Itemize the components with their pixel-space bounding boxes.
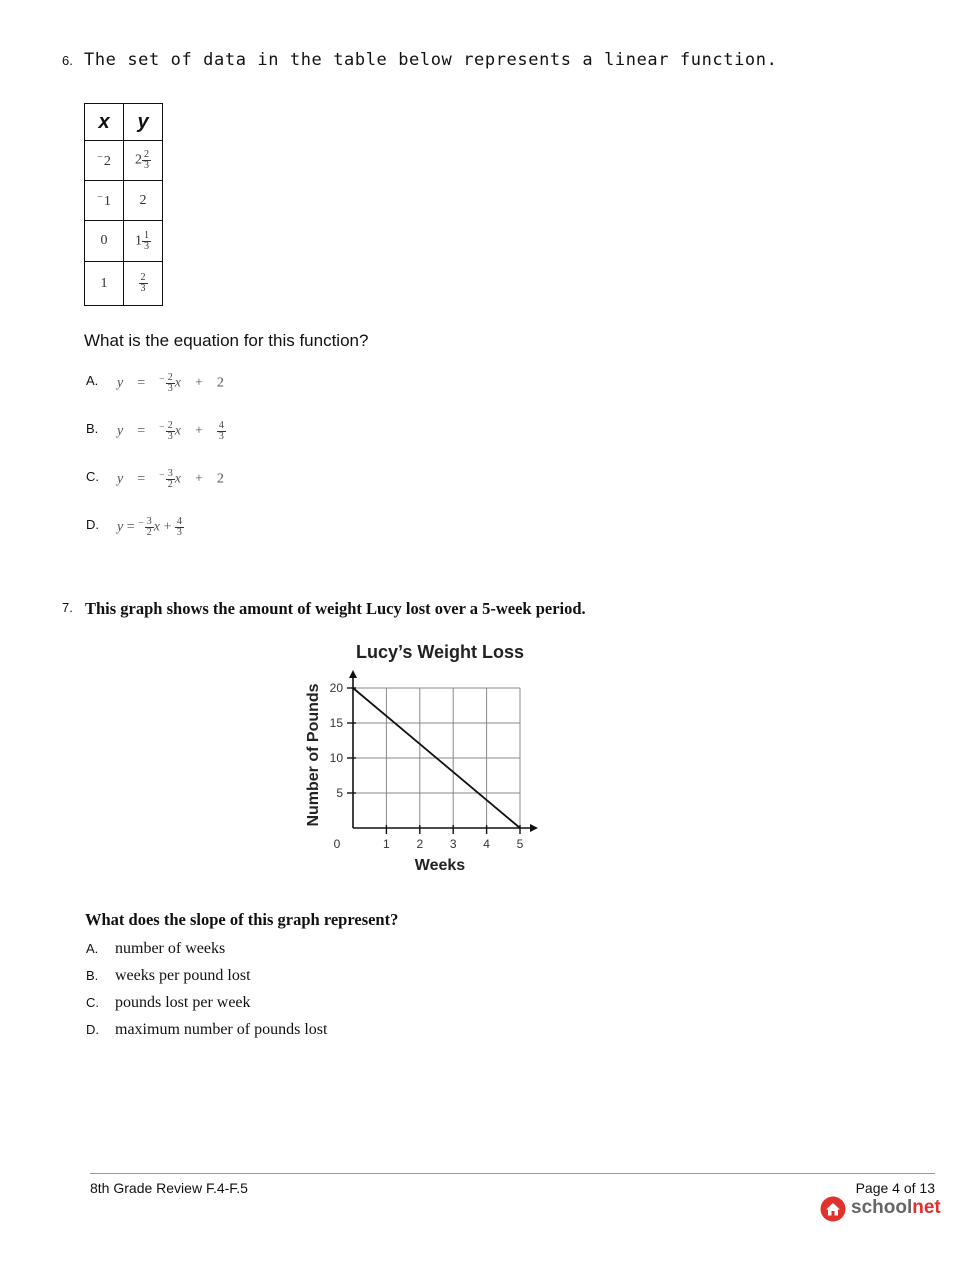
answer-d-letter[interactable]: D. [86,1022,99,1037]
table-row [85,262,163,306]
question-7-prompt: This graph shows the amount of weight Lucy lost over a 5-week period. [85,599,586,618]
table-cell-y: 1 $\frac{1}{3}$ [124,221,163,262]
x-axis-arrow [530,824,538,832]
chart-x-label: Weeks [414,857,466,874]
page-indicator: Page 4 of 13 [855,1180,935,1196]
table-cell-x: −1 [85,181,124,221]
answer-a-letter[interactable]: A. [86,941,99,956]
question-7-question: What does the slope of this graph represent? [85,910,399,929]
chart-y-label: Number of Pounds [305,683,322,827]
answer-c-text[interactable]: pounds lost per week [115,994,251,1011]
answer-a-text[interactable]: number of weeks [115,940,226,957]
x-tick-label: 0 [333,837,341,851]
x-tick-label: 1 [383,837,390,851]
logo-text-net: net [912,1197,941,1218]
table-cell-x: −2 [85,141,124,181]
table-row [85,221,163,262]
option-c-equation[interactable]: y = − $\frac{3}{2}$ x + 2 [117,468,224,490]
footer-divider [90,1173,935,1174]
answer-d-text[interactable]: maximum number of pounds lost [115,1021,328,1038]
table-row [85,181,163,221]
schoolnet-logo [820,1196,941,1222]
table-cell-y: 2 [124,181,163,221]
x-tick-label: 3 [449,837,457,851]
option-b-equation[interactable]: y = − $\frac{2}{3}$ x + $\frac{4}{3}$ [117,420,224,442]
y-tick-label: 10 [329,751,343,765]
option-b-letter[interactable]: B. [86,421,99,436]
question-6-number: 6. [62,53,73,68]
logo-text-school: school [851,1197,913,1218]
home-icon [820,1196,846,1222]
option-a-letter[interactable]: A. [86,373,99,388]
answer-b-text[interactable]: weeks per pound lost [115,967,251,984]
chart-x-ticks [334,825,524,851]
y-axis-arrow [349,670,357,678]
y-tick-label: 5 [336,786,343,800]
data-table [84,103,163,306]
table-header-y: y [124,104,163,141]
table-cell-y: $\frac{2}{3}$ [124,262,163,306]
x-tick-label: 2 [416,837,424,851]
question-6-question: What is the equation for this function? [84,331,369,350]
answer-c-letter[interactable]: C. [86,995,99,1010]
weight-loss-chart [295,630,555,880]
table-cell-x: 1 [85,262,124,306]
chart-axes [349,670,538,832]
table-header-x: x [85,104,124,141]
question-7-number: 7. [62,600,73,615]
x-tick-label: 4 [483,837,490,851]
footer-title: 8th Grade Review F.4-F.5 [90,1180,248,1196]
y-tick-label: 20 [329,681,343,695]
table-cell-x: 0 [85,221,124,262]
question-6-prompt: The set of data in the table below represents a linear function. [84,50,778,70]
table-header-row [85,104,163,141]
chart-y-ticks [330,681,356,800]
y-tick-label: 15 [329,716,343,730]
option-c-letter[interactable]: C. [86,469,99,484]
answer-b-letter[interactable]: B. [86,968,99,983]
option-d-letter[interactable]: D. [86,517,99,532]
table-row [85,141,163,181]
option-d-equation[interactable]: y = − $\frac{3}{2}$ x + $\frac{4}{3}$ [117,516,182,538]
x-tick-label: 5 [516,837,524,851]
table-cell-y: 2 $\frac{2}{3}$ [124,141,163,181]
option-a-equation[interactable]: y = − $\frac{2}{3}$ x + 2 [117,372,224,394]
chart-title: Lucy’s Weight Loss [355,642,525,662]
